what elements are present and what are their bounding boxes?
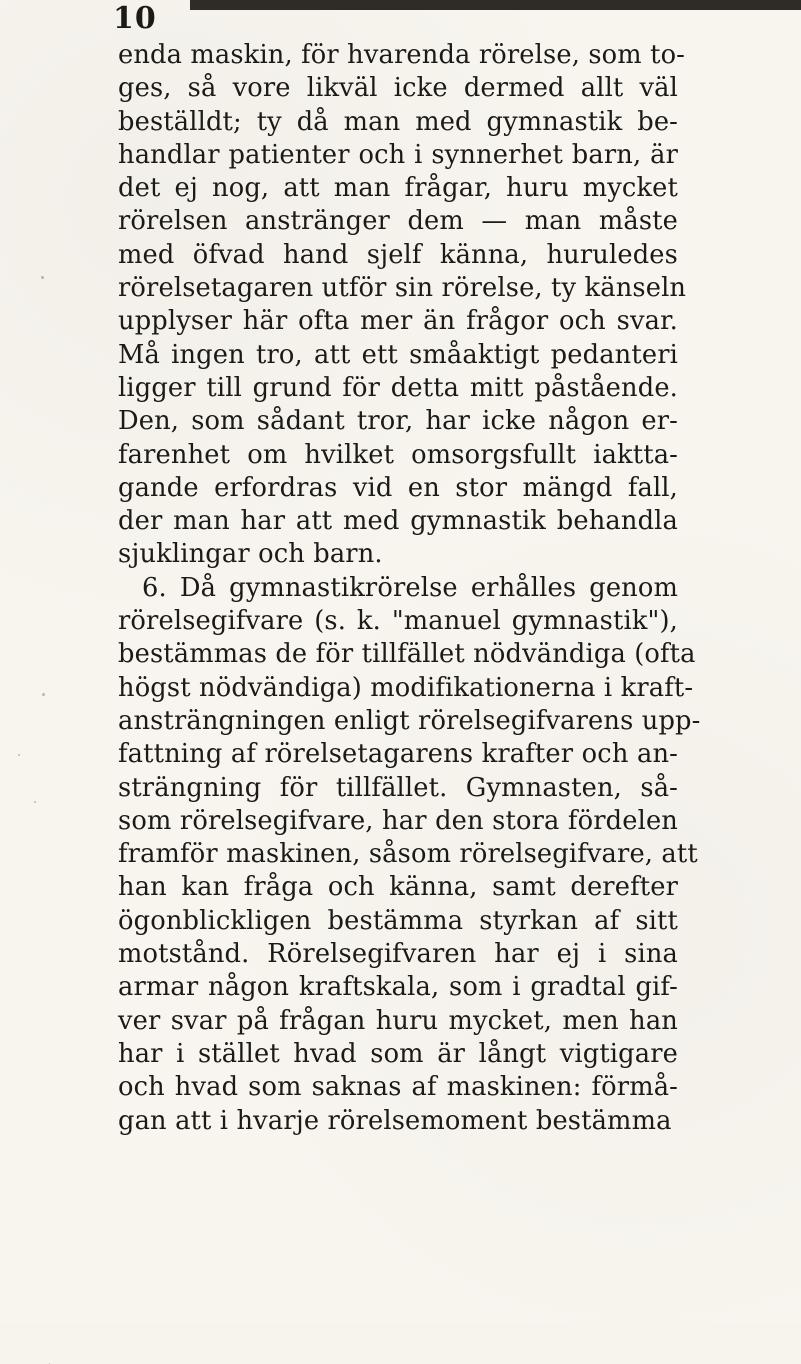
text-line: rörelsetagaren utför sin rörelse, ty känseln — [118, 273, 687, 304]
body-text — [118, 39, 701, 1138]
text-line: högst nödvändiga) modifikationerna i kraft- — [118, 672, 694, 703]
paper-speck — [18, 754, 20, 756]
text-line: ögonblickligen bestämma styrkan af sitt — [118, 905, 678, 936]
text-line: som rörelsegifvare, har den stora fördelen — [118, 805, 678, 836]
text-line: rörelsen anstränger dem — man måste — [118, 206, 678, 237]
page-number: 10 — [113, 1, 157, 36]
text-line: farenhet om hvilket omsorgsfullt iaktta- — [118, 439, 678, 470]
text-line: armar någon kraftskala, som i gradtal gif- — [118, 972, 678, 1003]
text-line: fattning af rörelsetagarens krafter och an- — [118, 739, 678, 770]
text-line: ver svar på frågan huru mycket, men han — [118, 1005, 678, 1036]
text-line: han kan fråga och känna, samt derefter — [118, 872, 678, 903]
text-line: bestämmas de för tillfället nödvändiga (ofta — [118, 639, 696, 670]
text-line: har i stället hvad som är långt vigtigare — [118, 1038, 678, 1069]
text-line: det ej nog, att man frågar, huru mycket — [118, 173, 678, 204]
text-line: strängning för tillfället. Gymnasten, så- — [118, 772, 678, 803]
text-line: ligger till grund för detta mitt påstående. — [118, 372, 678, 403]
text-line: framför maskinen, såsom rörelsegifvare, att — [118, 839, 698, 870]
text-line: och hvad som saknas af maskinen: förmå- — [118, 1072, 678, 1103]
text-line: gan att i hvarje rörelsemoment bestämma — [118, 1105, 672, 1136]
paper-speck — [34, 801, 36, 803]
top-page-rule — [190, 0, 801, 10]
text-line: handlar patienter och i synnerhet barn, är — [118, 139, 678, 170]
text-line: Den, som sådant tror, har icke någon er- — [118, 406, 678, 437]
text-line: ges, så vore likväl icke dermed allt väl — [118, 73, 678, 104]
text-line: med öfvad hand sjelf känna, huruledes — [118, 239, 678, 270]
text-line: beställdt; ty då man med gymnastik be- — [118, 106, 678, 137]
text-line: motstånd. Rörelsegifvaren har ej i sina — [118, 939, 678, 970]
text-line: gande erfordras vid en stor mängd fall, — [118, 472, 678, 503]
text-line: upplyser här ofta mer än frågor och svar. — [118, 306, 678, 337]
text-line: enda maskin, för hvarenda rörelse, som to- — [118, 40, 686, 70]
text-line: Må ingen tro, att ett småaktigt pedanteri — [118, 339, 678, 370]
text-line: rörelsegifvare (s. k. "manuel gymnastik"), — [118, 606, 678, 637]
text-line: ansträngningen enligt rörelsegifvarens upp- — [118, 705, 701, 736]
paper-speck — [41, 276, 44, 279]
paper-speck — [42, 693, 45, 696]
text-line: sjuklingar och barn. — [118, 539, 383, 570]
text-line: der man har att med gymnastik behandla — [118, 506, 678, 537]
text-line: 6. Då gymnastikrörelse erhålles genom — [142, 572, 678, 603]
